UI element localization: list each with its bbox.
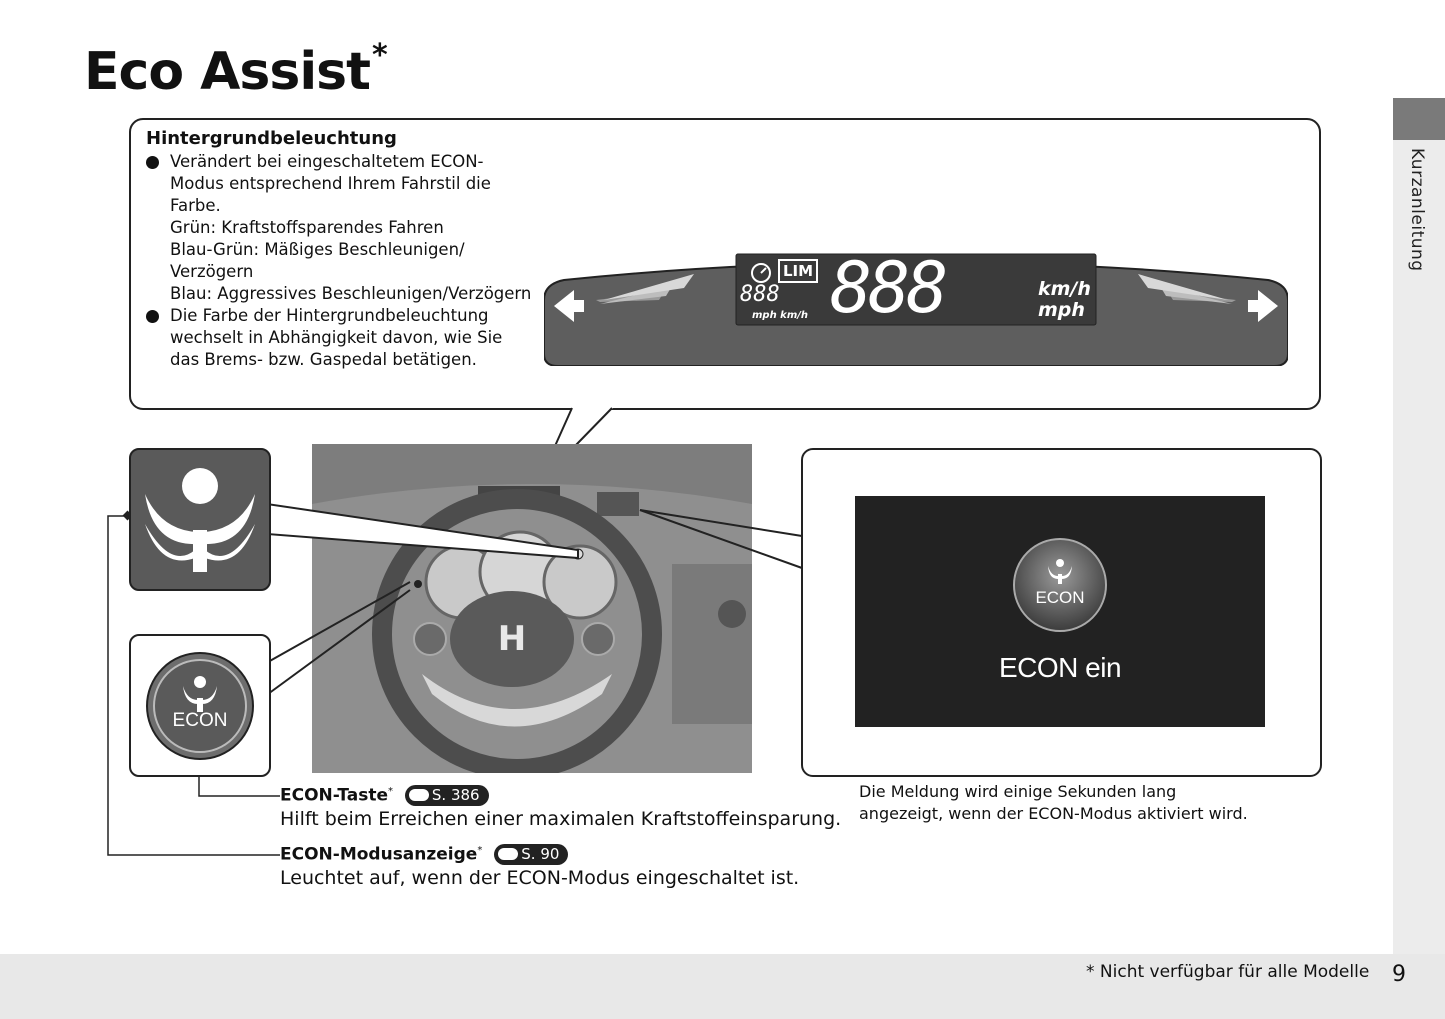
econ-button-label: ECON-Taste* S. 386 [280, 785, 489, 806]
page-ref-link[interactable]: S. 386 [405, 785, 489, 806]
econ-display-icon-label: ECON [1035, 588, 1085, 607]
page-title: Eco Assist* [84, 37, 387, 102]
arrow-right-icon [498, 848, 518, 860]
bullet-text: Verzögern [170, 262, 254, 281]
bullet-text: Verändert bei eingeschaltetem ECON- [170, 152, 484, 171]
econ-button-description: Hilft beim Erreichen einer maximalen Kraftstoffeinsparung. [280, 808, 842, 830]
small-speed-units: mph km/h [752, 310, 809, 321]
side-tab-label: Kurzanleitung [1407, 148, 1427, 272]
econ-button[interactable]: ECON [172, 710, 228, 731]
screen-caption: Die Meldung wird einige Sekunden lang angezeigt, wenn der ECON-Modus aktiviert wird. [859, 782, 1248, 823]
page-ref-link[interactable]: S. 90 [494, 844, 568, 865]
small-speed-digits: 888 [740, 282, 780, 307]
bullet-text: wechselt in Abhängigkeit davon, wie Sie [170, 328, 503, 347]
econ-indicator-description: Leuchtet auf, wenn der ECON-Modus eingeschaltet ist. [280, 867, 800, 889]
econ-on-message: ECON ein [998, 652, 1122, 683]
unit-kmh: km/h [1038, 278, 1091, 300]
econ-mode-indicator-icon [129, 448, 271, 591]
arrow-right-icon [409, 789, 429, 801]
bullet-text: Blau-Grün: Mäßiges Beschleunigen/ [170, 240, 465, 259]
unit-mph: mph [1038, 299, 1085, 321]
side-tab[interactable] [1393, 140, 1445, 340]
bullet-icon [146, 156, 159, 169]
side-tab-marker [1393, 98, 1445, 140]
bullet-icon [146, 310, 159, 323]
large-speed-digits: 888 [830, 247, 945, 329]
background-lighting-heading: Hintergrundbeleuchtung [146, 128, 397, 149]
lim-indicator: LIM [778, 259, 818, 283]
bullet-text: Blau: Aggressives Beschleunigen/Verzögern [170, 284, 532, 303]
info-display-screen [855, 496, 1265, 727]
bullet-text: Farbe. [170, 196, 221, 215]
bullet-text: Modus entsprechend Ihrem Fahrstil die [170, 174, 491, 193]
bullet-text: das Brems- bzw. Gaspedal betätigen. [170, 350, 477, 369]
econ-indicator-label: ECON-Modusanzeige* S. 90 [280, 844, 568, 865]
page-number: 9 [1392, 962, 1406, 987]
bullet-text: Grün: Kraftstoffsparendes Fahren [170, 218, 444, 237]
speed-limiter-icon [748, 260, 774, 284]
bullet-text: Die Farbe der Hintergrundbeleuchtung [170, 306, 489, 325]
footer-note: * Nicht verfügbar für alle Modelle [1086, 962, 1370, 982]
econ-button-callout [129, 634, 271, 777]
svg-text:H: H [497, 619, 527, 659]
